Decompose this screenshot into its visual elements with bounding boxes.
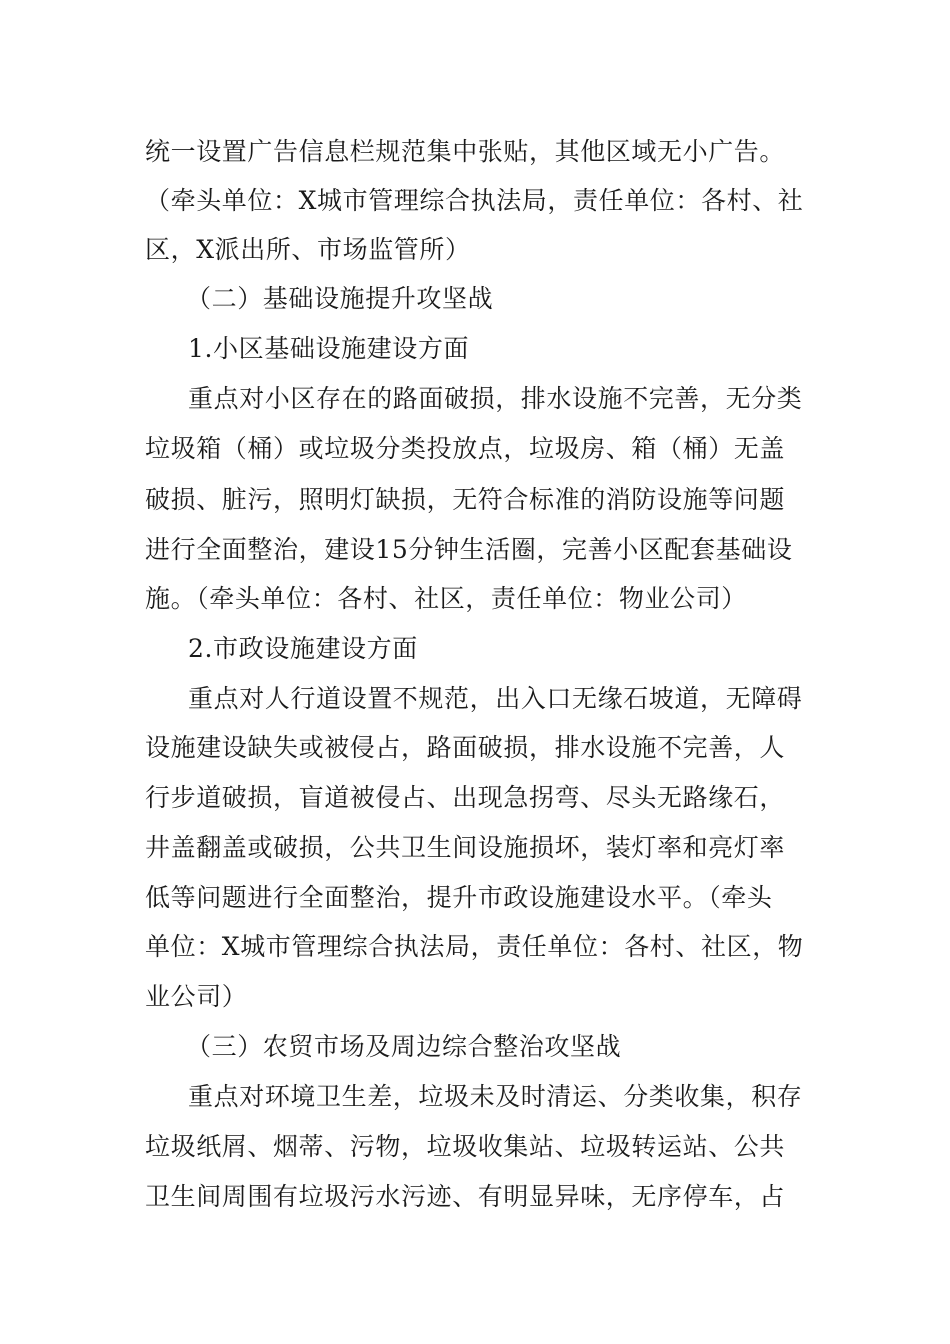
subsection-heading: 1.小区基础设施建设方面 xyxy=(188,334,470,363)
subsection-heading: 2.市政设施建设方面 xyxy=(188,634,418,663)
body-text-line: 进行全面整治，建设15分钟生活圈，完善小区配套基础设 xyxy=(145,535,793,564)
body-text-line: 行步道破损，盲道被侵占、出现急拐弯、尽头无路缘石， xyxy=(145,783,786,812)
body-text-line: 统一设置广告信息栏规范集中张贴，其他区域无小广告。 xyxy=(145,137,786,166)
body-text-line: 垃圾纸屑、烟蒂、污物，垃圾收集站、垃圾转运站、公共 xyxy=(145,1132,786,1161)
body-text-line: 卫生间周围有垃圾污水污迹、有明显异味，无序停车，占 xyxy=(145,1182,786,1211)
body-text-line: 重点对环境卫生差，垃圾未及时清运、分类收集，积存 xyxy=(188,1082,803,1111)
body-text-line: 重点对人行道设置不规范，出入口无缘石坡道，无障碍 xyxy=(188,684,803,713)
section-heading: （二）基础设施提升攻坚战 xyxy=(186,284,494,313)
body-text-line: 单位：X城市管理综合执法局，责任单位：各村、社区，物 xyxy=(145,932,804,961)
body-text-line: 区，X派出所、市场监管所） xyxy=(145,235,471,264)
body-text-line: 井盖翻盖或破损，公共卫生间设施损坏，装灯率和亮灯率 xyxy=(145,833,786,862)
section-heading: （三）农贸市场及周边综合整治攻坚战 xyxy=(186,1032,622,1061)
body-text-line: 破损、脏污，照明灯缺损，无符合标准的消防设施等问题 xyxy=(145,485,786,514)
body-text-line: （牵头单位：X城市管理综合执法局，责任单位：各村、社 xyxy=(145,186,804,215)
body-text-line: 垃圾箱（桶）或垃圾分类投放点，垃圾房、箱（桶）无盖 xyxy=(145,434,786,463)
body-text-line: 业公司） xyxy=(145,982,248,1011)
body-text-line: 重点对小区存在的路面破损，排水设施不完善，无分类 xyxy=(188,384,803,413)
body-text-line: 施。（牵头单位：各村、社区，责任单位：物业公司） xyxy=(145,584,747,613)
body-text-line: 设施建设缺失或被侵占，路面破损，排水设施不完善，人 xyxy=(145,733,786,762)
body-text-line: 低等问题进行全面整治，提升市政设施建设水平。（牵头 xyxy=(145,883,773,912)
